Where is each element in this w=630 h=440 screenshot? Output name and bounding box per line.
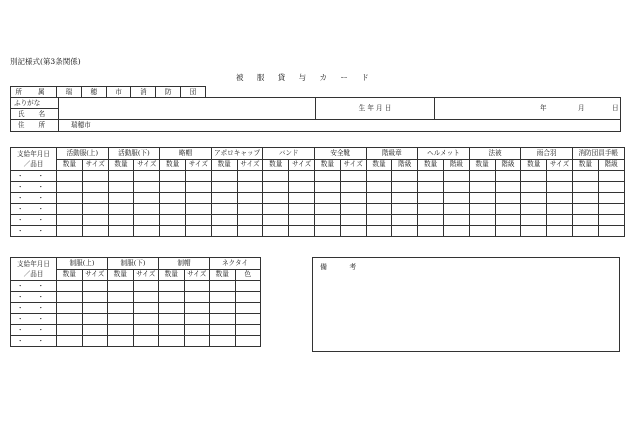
item-header: 階級章 [366,148,418,160]
item-header: 活動服(上) [57,148,109,160]
affiliation-cell: 防 [156,87,181,98]
entry-cell[interactable] [108,281,134,292]
affiliation-cell: 瑞 [57,87,82,98]
size-subheader: サイズ [134,159,160,171]
entry-cell[interactable] [547,182,573,193]
entry-cell[interactable] [598,193,624,204]
entry-cell[interactable] [57,325,83,336]
entry-cell[interactable] [160,193,186,204]
entry-cell[interactable] [57,303,83,314]
entry-cell[interactable] [340,171,366,182]
item-header: 活動服(下) [108,148,160,160]
size-subheader: サイズ [82,269,108,281]
entry-cell[interactable] [469,215,495,226]
entry-cell[interactable] [495,226,521,237]
entry-cell[interactable] [134,215,160,226]
entry-cell[interactable] [82,171,108,182]
entry-cell[interactable] [237,182,263,193]
table-row [11,215,625,226]
entry-cell[interactable] [211,171,237,182]
entry-cell[interactable] [495,171,521,182]
date-header-line: 支給年月日 [17,149,50,158]
entry-cell[interactable] [210,325,236,336]
entry-cell[interactable] [366,226,392,237]
entry-cell[interactable] [235,314,261,325]
entry-cell[interactable] [340,226,366,237]
entry-cell[interactable] [82,314,108,325]
birth-date-field[interactable] [435,98,621,120]
entry-cell[interactable] [598,182,624,193]
birth-year-label: 年 [540,103,547,112]
rank-subheader: 階級 [495,159,521,171]
entry-cell[interactable] [237,204,263,215]
entry-cell[interactable] [211,226,237,237]
entry-cell[interactable] [159,314,185,325]
entry-cell[interactable] [184,303,210,314]
entry-cell[interactable] [521,171,547,182]
entry-cell[interactable] [314,182,340,193]
date-header-line: 支給年月日 [17,259,50,268]
entry-cell[interactable] [108,182,134,193]
entry-cell[interactable] [108,215,134,226]
entry-cell[interactable] [340,193,366,204]
entry-cell[interactable] [160,204,186,215]
entry-cell[interactable] [237,171,263,182]
entry-cell[interactable] [235,281,261,292]
entry-cell[interactable] [82,303,108,314]
table-row [11,292,261,303]
entry-cell[interactable] [184,314,210,325]
entry-cell[interactable] [289,204,315,215]
table-row [11,325,261,336]
affiliation-label: 所 属 [11,87,57,98]
entry-cell[interactable] [235,325,261,336]
entry-cell[interactable] [572,182,598,193]
entry-cell[interactable] [521,193,547,204]
entry-cell[interactable] [366,215,392,226]
affiliation-cell: 消 [131,87,156,98]
entry-cell[interactable] [82,204,108,215]
entry-cell[interactable] [108,325,134,336]
entry-cell[interactable] [133,303,159,314]
size-subheader: サイズ [184,269,210,281]
entry-cell[interactable] [108,204,134,215]
quantity-subheader: 数量 [57,269,83,281]
entry-cell[interactable] [469,193,495,204]
size-subheader: サイズ [289,159,315,171]
entry-cell[interactable] [418,171,444,182]
entry-cell[interactable] [572,193,598,204]
entry-cell[interactable] [598,226,624,237]
entry-cell[interactable] [366,171,392,182]
entry-cell[interactable] [185,193,211,204]
date-cell[interactable]: ・ ・ [11,204,57,215]
entry-cell[interactable] [108,193,134,204]
entry-cell[interactable] [289,182,315,193]
address-field[interactable]: 瑞穂市 [59,120,621,132]
entry-cell[interactable] [521,215,547,226]
entry-cell[interactable] [598,171,624,182]
entry-cell[interactable] [340,215,366,226]
entry-cell[interactable] [108,336,134,347]
entry-cell[interactable] [392,182,418,193]
date-cell[interactable]: ・ ・ [11,281,57,292]
entry-cell[interactable] [82,325,108,336]
entry-cell[interactable] [184,325,210,336]
entry-cell[interactable] [289,226,315,237]
entry-cell[interactable] [392,226,418,237]
item-header: ネクタイ [210,258,261,270]
entry-cell[interactable] [210,292,236,303]
affiliation-cell: 穂 [81,87,106,98]
entry-cell[interactable] [210,281,236,292]
entry-cell[interactable] [185,171,211,182]
entry-cell[interactable] [57,193,83,204]
entry-cell[interactable] [57,314,83,325]
entry-cell[interactable] [392,204,418,215]
entry-cell[interactable] [185,204,211,215]
date-cell[interactable]: ・ ・ [11,226,57,237]
entry-cell[interactable] [263,193,289,204]
entry-cell[interactable] [237,193,263,204]
birth-day-label: 日 [612,103,619,112]
entry-cell[interactable] [314,226,340,237]
name-field[interactable] [59,98,316,120]
entry-cell[interactable] [547,226,573,237]
entry-cell[interactable] [159,336,185,347]
item-header: 制服(下) [108,258,159,270]
entry-cell[interactable] [134,182,160,193]
birth-month-label: 月 [578,103,585,112]
entry-cell[interactable] [263,204,289,215]
entry-cell[interactable] [133,325,159,336]
entry-cell[interactable] [82,281,108,292]
entry-cell[interactable] [418,182,444,193]
date-cell[interactable]: ・ ・ [11,314,57,325]
entry-cell[interactable] [210,303,236,314]
entry-cell[interactable] [134,193,160,204]
table-row [11,303,261,314]
entry-cell[interactable] [392,215,418,226]
entry-cell[interactable] [185,182,211,193]
quantity-subheader: 数量 [159,269,185,281]
date-cell[interactable]: ・ ・ [11,193,57,204]
entry-cell[interactable] [184,292,210,303]
size-subheader: サイズ [185,159,211,171]
entry-cell[interactable] [418,226,444,237]
entry-cell[interactable] [418,204,444,215]
entry-cell[interactable] [211,204,237,215]
quantity-subheader: 数量 [469,159,495,171]
entry-cell[interactable] [521,182,547,193]
entry-cell[interactable] [82,215,108,226]
form-label: 別記様式(第3条関係) [10,57,81,66]
date-item-header [11,148,57,171]
entry-cell[interactable] [263,182,289,193]
entry-cell[interactable] [340,182,366,193]
entry-cell[interactable] [237,226,263,237]
entry-cell[interactable] [235,336,261,347]
rank-subheader: 階級 [443,159,469,171]
entry-cell[interactable] [82,182,108,193]
furigana-label: ふりがな [11,98,59,109]
entry-cell[interactable] [314,215,340,226]
entry-cell[interactable] [57,281,83,292]
issue-table-2 [10,257,261,347]
quantity-subheader: 数量 [418,159,444,171]
quantity-subheader: 数量 [263,159,289,171]
table-row [11,336,261,347]
entry-cell[interactable] [133,314,159,325]
entry-cell[interactable] [521,226,547,237]
entry-cell[interactable] [57,215,83,226]
entry-cell[interactable] [235,292,261,303]
size-subheader: サイズ [547,159,573,171]
entry-cell[interactable] [57,171,83,182]
entry-cell[interactable] [469,204,495,215]
item-header: アポロキャップ [211,148,263,160]
entry-cell[interactable] [314,171,340,182]
entry-cell[interactable] [108,303,134,314]
entry-cell[interactable] [366,193,392,204]
entry-cell[interactable] [82,193,108,204]
entry-cell[interactable] [159,303,185,314]
entry-cell[interactable] [108,171,134,182]
item-header: 制帽 [159,258,210,270]
entry-cell[interactable] [57,226,83,237]
quantity-subheader: 数量 [108,159,134,171]
remarks-box[interactable] [312,257,620,352]
personal-info-table [10,97,621,132]
entry-cell[interactable] [108,292,134,303]
entry-cell[interactable] [160,182,186,193]
entry-cell[interactable] [495,193,521,204]
entry-cell[interactable] [159,281,185,292]
entry-cell[interactable] [366,204,392,215]
entry-cell[interactable] [82,336,108,347]
entry-cell[interactable] [469,182,495,193]
entry-cell[interactable] [495,204,521,215]
entry-cell[interactable] [366,182,392,193]
entry-cell[interactable] [572,204,598,215]
item-header: 消防団員手帳 [572,148,624,160]
entry-cell[interactable] [469,226,495,237]
entry-cell[interactable] [289,215,315,226]
date-cell[interactable]: ・ ・ [11,171,57,182]
entry-cell[interactable] [495,215,521,226]
item-header: 制服(上) [57,258,108,270]
item-header-line: ／品目 [23,269,44,278]
entry-cell[interactable] [443,182,469,193]
item-header: バンド [263,148,315,160]
entry-cell[interactable] [443,193,469,204]
date-cell[interactable]: ・ ・ [11,325,57,336]
entry-cell[interactable] [392,171,418,182]
quantity-subheader: 数量 [108,269,134,281]
name-label: 氏 名 [11,109,59,120]
item-header: 雨合羽 [521,148,573,160]
entry-cell[interactable] [521,204,547,215]
entry-cell[interactable] [57,336,83,347]
entry-cell[interactable] [211,215,237,226]
entry-cell[interactable] [211,193,237,204]
date-cell[interactable]: ・ ・ [11,215,57,226]
item-header: ヘルメット [418,148,470,160]
date-item-header [11,258,57,281]
quantity-subheader: 数量 [210,269,236,281]
entry-cell[interactable] [82,226,108,237]
entry-cell[interactable] [263,226,289,237]
entry-cell[interactable] [547,193,573,204]
entry-cell[interactable] [159,292,185,303]
table-row [11,226,625,237]
remarks-label: 備 考 [320,263,367,271]
entry-cell[interactable] [184,336,210,347]
address-label: 住 所 [11,120,59,132]
entry-cell[interactable] [547,215,573,226]
entry-cell[interactable] [392,193,418,204]
entry-cell[interactable] [133,292,159,303]
rank-subheader: 階級 [598,159,624,171]
entry-cell[interactable] [184,281,210,292]
entry-cell[interactable] [263,171,289,182]
date-cell[interactable]: ・ ・ [11,182,57,193]
entry-cell[interactable] [57,182,83,193]
size-subheader: サイズ [237,159,263,171]
entry-cell[interactable] [185,215,211,226]
table-row [11,182,625,193]
entry-cell[interactable] [211,182,237,193]
rank-subheader: 階級 [392,159,418,171]
quantity-subheader: 数量 [572,159,598,171]
entry-cell[interactable] [547,171,573,182]
entry-cell[interactable] [133,336,159,347]
entry-cell[interactable] [572,226,598,237]
entry-cell[interactable] [159,325,185,336]
quantity-subheader: 数量 [211,159,237,171]
entry-cell[interactable] [598,215,624,226]
entry-cell[interactable] [57,204,83,215]
entry-cell[interactable] [598,204,624,215]
entry-cell[interactable] [134,204,160,215]
entry-cell[interactable] [314,193,340,204]
date-cell[interactable]: ・ ・ [11,336,57,347]
entry-cell[interactable] [469,171,495,182]
item-header: 法被 [469,148,521,160]
table-row [11,281,261,292]
entry-cell[interactable] [108,226,134,237]
table-row [11,204,625,215]
affiliation-cell: 市 [106,87,131,98]
quantity-subheader: 数量 [314,159,340,171]
entry-cell[interactable] [185,226,211,237]
entry-cell[interactable] [210,314,236,325]
quantity-subheader: 数量 [521,159,547,171]
entry-cell[interactable] [134,171,160,182]
entry-cell[interactable] [134,226,160,237]
entry-cell[interactable] [547,204,573,215]
entry-cell[interactable] [263,215,289,226]
entry-cell[interactable] [443,226,469,237]
entry-cell[interactable] [289,193,315,204]
entry-cell[interactable] [108,314,134,325]
table-row [11,314,261,325]
entry-cell[interactable] [82,292,108,303]
quantity-subheader: 数量 [160,159,186,171]
size-subheader: サイズ [82,159,108,171]
entry-cell[interactable] [237,215,263,226]
entry-cell[interactable] [160,215,186,226]
quantity-subheader: 数量 [57,159,83,171]
item-header: 略帽 [160,148,212,160]
entry-cell[interactable] [418,193,444,204]
date-cell[interactable]: ・ ・ [11,292,57,303]
size-subheader: サイズ [133,269,159,281]
entry-cell[interactable] [443,171,469,182]
affiliation-cell: 団 [181,87,206,98]
table-row [11,193,625,204]
entry-cell[interactable] [495,182,521,193]
table-row [11,171,625,182]
entry-cell[interactable] [572,215,598,226]
card-title: 被 服 貸 与 カ ー ド [236,73,375,82]
entry-cell[interactable] [443,215,469,226]
entry-cell[interactable] [314,204,340,215]
entry-cell[interactable] [133,281,159,292]
entry-cell[interactable] [160,226,186,237]
entry-cell[interactable] [57,292,83,303]
entry-cell[interactable] [160,171,186,182]
entry-cell[interactable] [235,303,261,314]
entry-cell[interactable] [210,336,236,347]
item-header: 安全靴 [314,148,366,160]
quantity-subheader: 数量 [366,159,392,171]
entry-cell[interactable] [572,171,598,182]
issue-table-1 [10,147,625,237]
item-header-line: ／品目 [23,159,44,168]
size-subheader: サイズ [340,159,366,171]
entry-cell[interactable] [443,204,469,215]
color-subheader: 色 [235,269,261,281]
entry-cell[interactable] [289,171,315,182]
entry-cell[interactable] [418,215,444,226]
birth-date-label: 生 年 月 日 [316,98,435,120]
entry-cell[interactable] [340,204,366,215]
date-cell[interactable]: ・ ・ [11,303,57,314]
